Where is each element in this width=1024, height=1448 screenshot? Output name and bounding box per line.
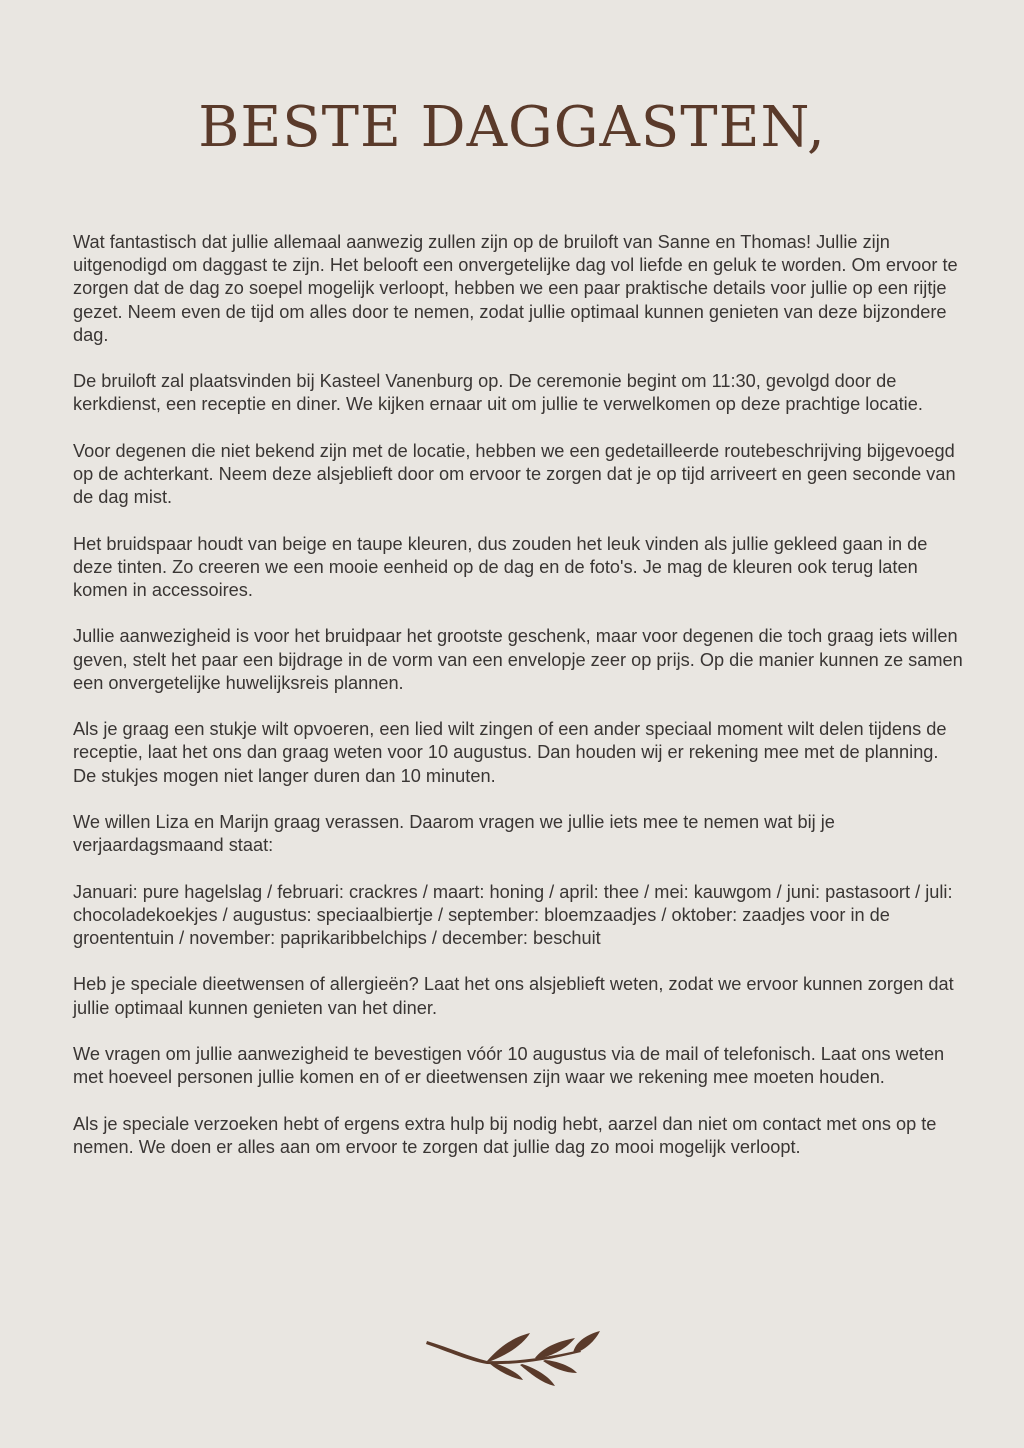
paragraph-rsvp: We vragen om jullie aanwezigheid te bevestigen vóór 10 augustus via de mail of telefonisch. Laat ons weten met hoeveel personen jullie komen en of er dieetwensen zijn waar we rekening mee moeten houden. xyxy=(73,1043,945,1088)
paragraph-performance: Als je graag een stukje wilt opvoeren, een lied wilt zingen of een ander speciaal moment wilt delen tijdens de receptie, laat het ons dan graag weten voor 10 augustus. Dan houden wij er rekening mee met de planning. De stukjes mogen niet langer duren dan 10 minuten. xyxy=(73,719,947,786)
page-title: BESTE DAGGASTEN, xyxy=(198,95,826,160)
paragraph-month-list: Januari: pure hagelslag / februari: crackres / maart: honing / april: thee / mei: kauwgom / juni: pastasoort / juli: chocoladekoekjes / augustus: speciaalbiertje / september: bloemzaadjes / oktober: zaadjes voor in de groententuin / november: paprikaribbelchips / december: beschuit xyxy=(73,881,953,948)
paragraph-location: De bruiloft zal plaatsvinden bij Kasteel Vanenburg op. De ceremonie begint om 11:30, gevolgd door de kerkdienst, een receptie en diner. We kijken ernaar uit om jullie te verwelkomen op deze prachtige locatie. xyxy=(73,371,923,415)
paragraph-diet: Heb je speciale dieetwensen of allergieën? Laat het ons alsjeblieft weten, zodat we ervoor kunnen zorgen dat jullie optimaal kunnen genieten van het diner. xyxy=(73,974,954,1018)
paragraph-dresscode: Het bruidspaar houdt van beige en taupe kleuren, dus zouden het leuk vinden als jullie gekleed gaan in de deze tinten. Zo creeren we een mooie eenheid op de dag en de foto's. Je mag de kleuren ook terug laten komen in accessoires. xyxy=(73,533,928,600)
paragraph-gift: Jullie aanwezigheid is voor het bruidpaar het grootste geschenk, maar voor degenen die toch graag iets willen geven, stelt het paar een bijdrage in de vorm van een envelopje zeer op prijs. Op die manier kunnen ze samen een onvergetelijke huwelijksreis plannen. xyxy=(73,626,963,693)
paragraph-intro: Wat fantastisch dat jullie allemaal aanwezig zullen zijn op de bruiloft van Sanne en Thomas! Jullie zijn uitgenodigd om daggast te zijn. Het belooft een onvergetelijke dag vol liefde en geluk te worden. Om ervoor te zorgen dat de dag zo soepel mogelijk verloopt, hebben we een paar praktische details voor jullie op een rijtje gezet. Neem even de tijd om alles door te nemen, zodat jullie optimaal kunnen genieten van deze bijzondere dag. xyxy=(73,232,958,345)
paragraph-surprise: We willen Liza en Marijn graag verassen. Daarom vragen we jullie iets mee te nemen wat bij je verjaardagsmaand staat: xyxy=(73,811,835,856)
letter-body xyxy=(73,231,963,1182)
paragraph-route: Voor degenen die niet bekend zijn met de locatie, hebben we een gedetailleerde routebeschrijving bijgevoegd op de achterkant. Neem deze alsjeblieft door om ervoor te zorgen dat je op tijd arriveert en geen seconde van de dag mist. xyxy=(73,440,956,508)
paragraph-contact: Als je speciale verzoeken hebt of ergens extra hulp bij nodig hebt, aarzel dan niet om contact met ons op te nemen. We doen er alles aan om ervoor te zorgen dat jullie dag zo mooi mogelijk verloopt. xyxy=(73,1113,937,1157)
olive-branch-icon xyxy=(425,1328,600,1388)
